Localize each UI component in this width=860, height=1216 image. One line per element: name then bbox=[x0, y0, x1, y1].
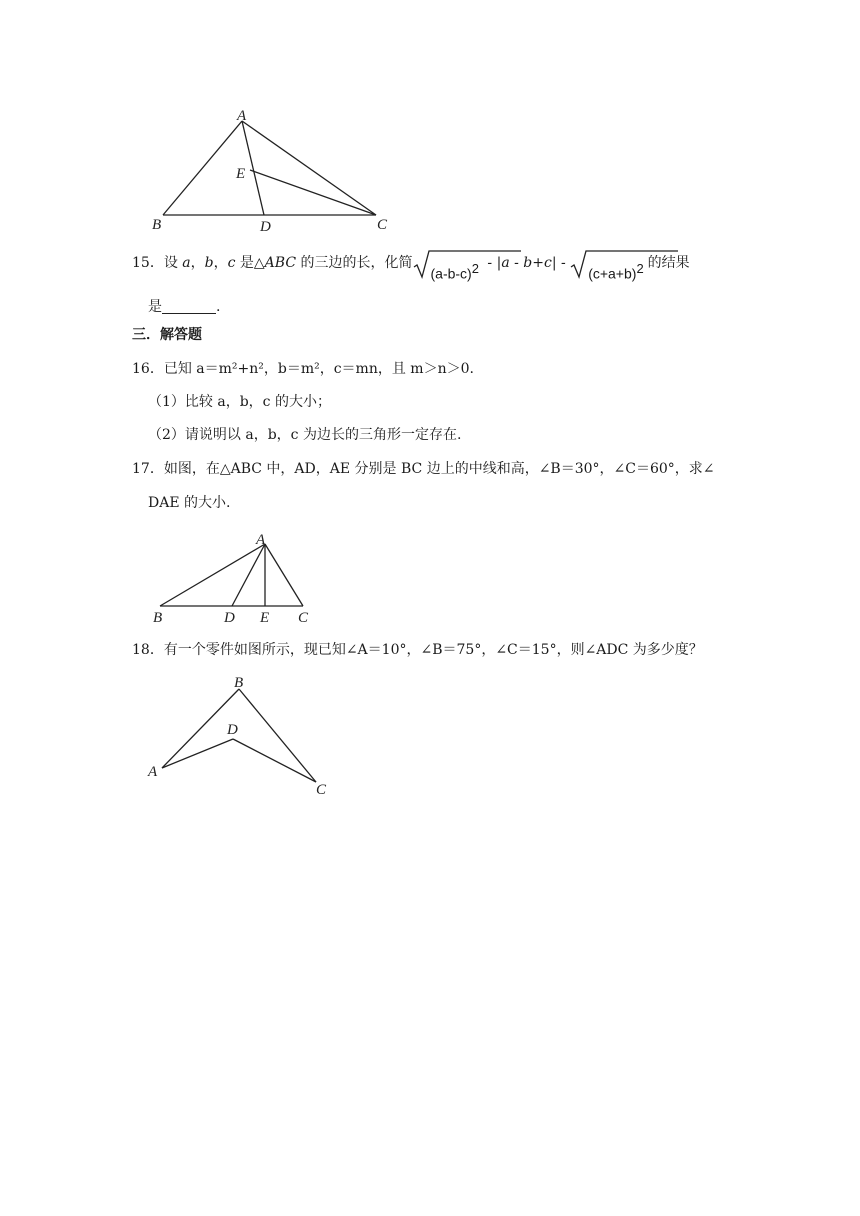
triangle-abc-altitude-figure bbox=[148, 530, 328, 630]
label-e: E bbox=[260, 610, 270, 626]
dart-shape-figure bbox=[140, 670, 340, 800]
q16-part2: （2）请说明以 a，b，c 为边长的三角形一定存在. bbox=[148, 427, 462, 443]
answer-blank[interactable] bbox=[162, 299, 216, 314]
label-c: C bbox=[298, 610, 309, 626]
q15-number: 15． bbox=[132, 255, 164, 271]
q16-part1: （1）比较 a，b，c 的大小； bbox=[148, 394, 331, 410]
figure-q18 bbox=[140, 670, 340, 800]
segment-ec bbox=[250, 170, 376, 215]
segment-ab bbox=[163, 121, 242, 215]
label-b: B bbox=[153, 610, 163, 626]
segment-ad bbox=[162, 739, 233, 768]
q16-line1: 16．已知 a＝m²+n²，b＝m²，c＝mn，且 m＞n＞0. bbox=[132, 361, 474, 377]
label-a: A bbox=[237, 108, 247, 124]
segment-bc bbox=[239, 689, 316, 782]
sqrt-expression-1: $(a-b-c)^2$ bbox=[413, 249, 483, 277]
sqrt-expression-2: $(c+a+b)^2$ bbox=[570, 249, 647, 277]
segment-dc bbox=[233, 739, 316, 782]
figure-q17 bbox=[148, 530, 328, 630]
q17-line2: DAE 的大小. bbox=[148, 495, 231, 511]
label-d: D bbox=[227, 722, 238, 738]
label-c: C bbox=[377, 217, 388, 233]
label-e: E bbox=[236, 166, 246, 182]
label-c: C bbox=[316, 782, 327, 798]
label-d: D bbox=[260, 219, 271, 235]
triangle-abc-figure bbox=[140, 105, 400, 235]
segment-ab bbox=[160, 544, 265, 606]
figure-q14 bbox=[140, 105, 400, 235]
label-d: D bbox=[224, 610, 235, 626]
q17-line1: 17．如图，在△ABC 中，AD，AE 分别是 BC 边上的中线和高，∠B＝30°，∠C＝60°，求∠ bbox=[132, 461, 715, 477]
label-b: B bbox=[152, 217, 162, 233]
q18-line: 18．有一个零件如图所示，现已知∠A＝10°，∠B＝75°，∠C＝15°，则∠ADC 为多少度？ bbox=[132, 642, 703, 658]
segment-ac bbox=[242, 121, 376, 215]
q15-line2: 是 . bbox=[148, 299, 221, 315]
label-a: A bbox=[148, 764, 158, 780]
label-a: A bbox=[256, 532, 266, 548]
label-b: B bbox=[234, 675, 244, 691]
segment-ac bbox=[265, 544, 303, 606]
q15-line1: 15．设 a，b，c 是△ABC 的三边的长，化简 $(a-b-c)^2 - |a - b+c|$ - $(c+a+b)^2$ 的结果 bbox=[132, 249, 690, 277]
segment-ad bbox=[242, 121, 264, 215]
section-title: 三．解答题 bbox=[132, 327, 202, 343]
